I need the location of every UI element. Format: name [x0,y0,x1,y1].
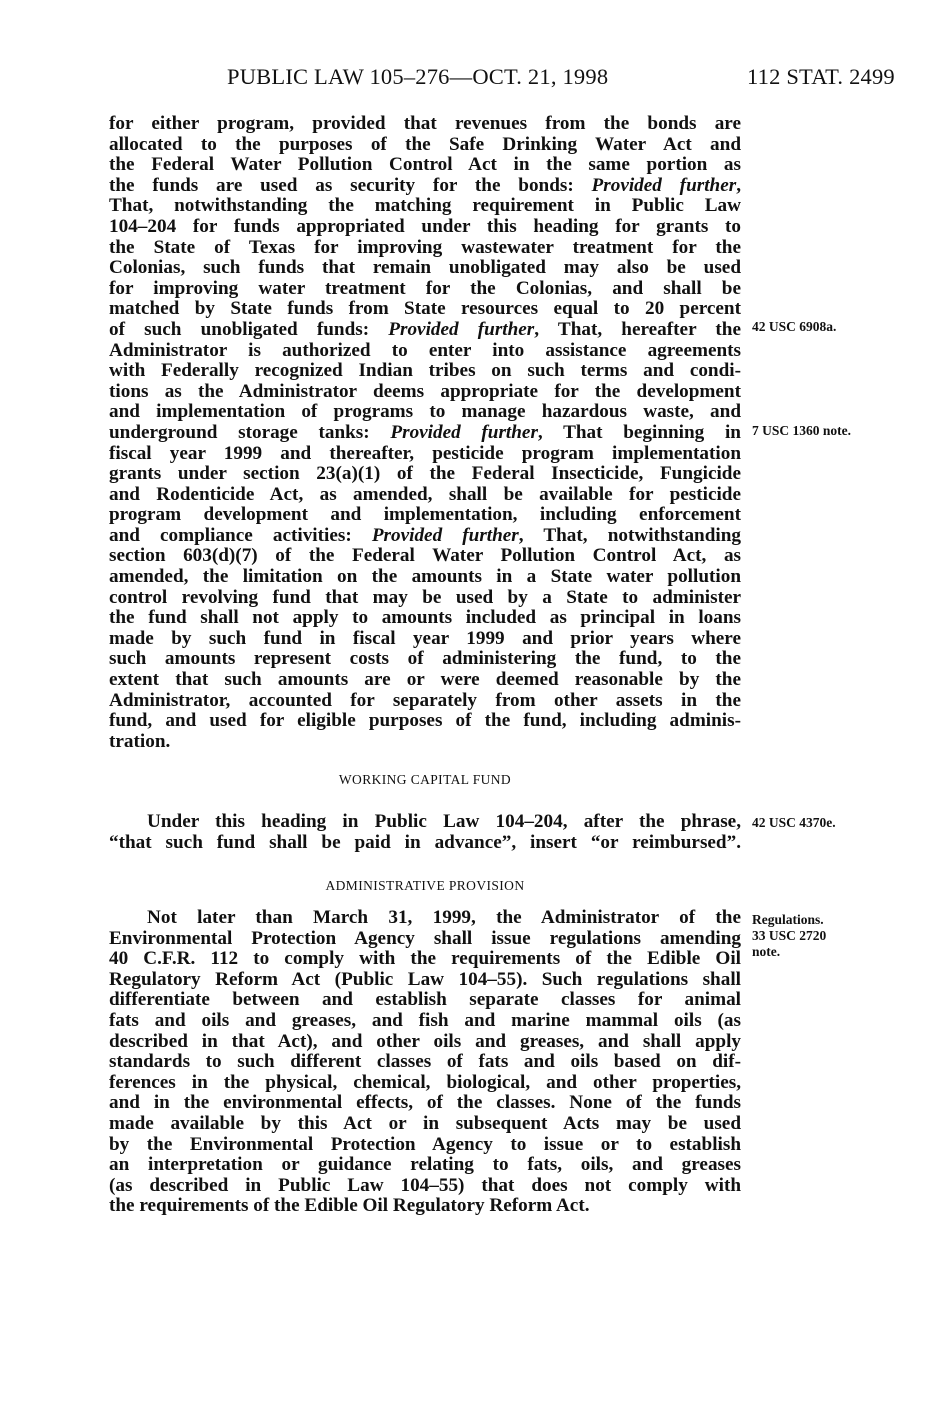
text-line: fund, and used for eligible purposes of the fund, including adminis- [109,710,741,732]
text-line: such amounts represent costs of administering the fund, to the [109,648,741,670]
text-line: and in the environmental effects, of the classes. None of the funds [109,1092,741,1114]
running-header-title: PUBLIC LAW 105–276—OCT. 21, 1998 [227,64,609,89]
text-line: described in that Act), and other oils and greases, and shall apply [109,1030,741,1052]
text-line: made by such fund in fiscal year 1999 and prior years where [109,627,741,649]
paragraph [109,812,741,853]
text-line: of such unobligated funds: Provided further, That, hereafter the [109,318,741,340]
text-line: Environmental Protection Agency shall issue regulations amending [109,927,741,949]
text-line: amended, the limitation on the amounts in a State water pollution [109,566,741,588]
marginal-note-7-usc-1360: 7 USC 1360 note. [752,423,852,438]
text-line: for either program, provided that revenues from the bonds are [109,113,741,134]
text-line: That, notwithstanding the matching requirement in Public Law [109,195,741,217]
text-line: and compliance activities: Provided further, That, notwithstanding [109,524,741,546]
marginal-note-42-usc-4370e: 42 USC 4370e. [752,815,836,830]
marginal-note-line: Regulations. [752,912,824,927]
text-line: (as described in Public Law 104–55) that does not comply with [109,1174,741,1196]
text-line: matched by State funds from State resources equal to 20 percent [109,298,741,320]
heading-text: ADMINISTRATIVE PROVISION [325,878,525,893]
text-line: allocated to the purposes of the Safe Drinking Water Act and [109,133,741,155]
section-heading [109,770,741,791]
marginal-note-regulations [752,912,826,960]
text-line: made available by this Act or in subsequent Acts may be used [109,1112,741,1134]
text-line: the State of Texas for improving wastewater treatment for the [109,236,741,258]
text-line: control revolving fund that may be used by a State to administer [109,586,741,608]
text-line: underground storage tanks: Provided further, That beginning in [109,421,741,443]
text-line: Under this heading in Public Law 104–204, after the phrase, [147,811,741,832]
text-line: by the Environmental Protection Agency to issue or to establish [109,1133,741,1155]
text-line: ferences in the physical, chemical, biological, and other properties, [109,1071,741,1093]
text-line: with Federally recognized Indian tribes on such terms and condi- [109,360,741,382]
running-header-stat-page: 112 STAT. 2499 [747,64,895,89]
marginal-note-42-usc-6908a: 42 USC 6908a. [752,319,837,334]
marginal-note-line: 33 USC 2720 [752,928,827,943]
text-line: tration. [109,730,171,752]
text-line: and Rodenticide Act, as amended, shall be available for pesticide [109,483,741,505]
marginal-note-line: note. [752,944,781,959]
text-line: Colonias, such funds that remain unobligated may also be used [109,257,741,279]
text-line: the requirements of the Edible Oil Regulatory Reform Act. [109,1195,590,1217]
text-line: standards to such different classes of fats and oils based on dif- [109,1051,741,1073]
text-line: the funds are used as security for the bonds: Provided further, [109,174,741,196]
text-line: the fund shall not apply to amounts included as principal in loans [109,607,741,629]
text-line: Administrator is authorized to enter into assistance agreements [109,339,741,361]
section-heading [109,876,741,897]
text-line: fats and oils and greases, and fish and marine mammal oils (as [109,1009,741,1031]
text-line: Administrator, accounted for separately from other assets in the [109,689,741,711]
text-line: grants under section 23(a)(1) of the Federal Insecticide, Fungicide [109,463,741,485]
text-line: the Federal Water Pollution Control Act in the same portion as [109,154,741,176]
text-line: Not later than March 31, 1999, the Administrator of the [147,907,741,928]
paragraph-continuation [109,114,741,752]
text-line: differentiate between and establish separate classes for animal [109,989,741,1011]
text-line: 40 C.F.R. 112 to comply with the requirements of the Edible Oil [109,948,741,970]
text-line: fiscal year 1999 and thereafter, pesticide program implementation [109,442,741,464]
text-line: 104–204 for funds appropriated under this heading for grants to [109,215,741,237]
text-line: Regulatory Reform Act (Public Law 104–55). Such regulations shall [109,968,741,990]
text-line: for improving water treatment for the Colonias, and shall be [109,277,741,299]
text-line: an interpretation or guidance relating to fats, oils, and greases [109,1154,741,1176]
text-line: tions as the Administrator deems appropriate for the development [109,380,741,402]
text-line: program development and implementation, including enforcement [109,504,741,526]
text-line: section 603(d)(7) of the Federal Water Pollution Control Act, as [109,545,741,567]
text-line: and implementation of programs to manage hazardous waste, and [109,401,741,423]
text-line: “that such fund shall be paid in advance”, insert “or reimbursed”. [109,831,741,853]
text-line: extent that such amounts are or were deemed reasonable by the [109,669,741,691]
paragraph [109,908,741,1217]
heading-text: WORKING CAPITAL FUND [338,772,512,787]
